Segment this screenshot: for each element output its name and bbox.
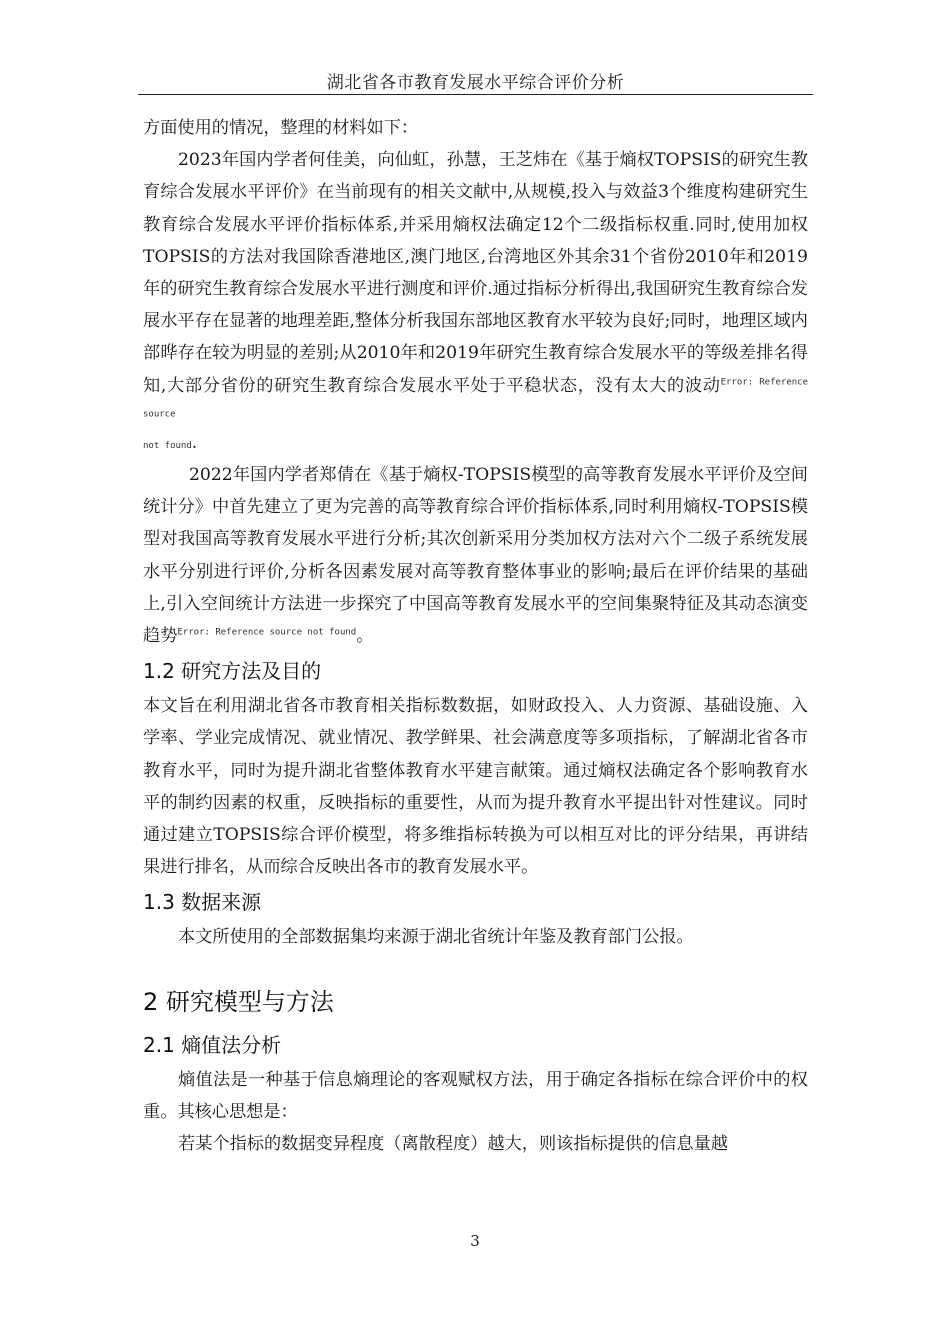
section-1-2-paragraph: 本文旨在利用湖北省各市教育相关指标数数据，如财政投入、人力资源、基础设施、入学率、学业完成情况、就业情况、教学鲜果、社会满意度等多项指标，了解湖北省各市教育水平，同时为提升湖北省整体教育水平建言献策。通过熵权法确定各个影响教育水平的制约因素的权重，反映指标的重要性，从而为提升教育水平提出针对性建议。同时通过建立TOPSIS综合评价模型，将多维指标转换为可以相互对比的评分结果，再讲结果进行排名，从而综合反映出各市的教育发展水平。	[143, 696, 808, 878]
paragraph-2023-period: .	[191, 433, 198, 454]
paragraph-2022-end: 。	[356, 626, 374, 647]
section-1-3-paragraph: 本文所使用的全部数据集均来源于湖北省统计年鉴及教育部门公报。	[178, 927, 694, 948]
section-2-1-paragraph-2: 若某个指标的数据变异程度（离散程度）越大，则该指标提供的信息量越	[178, 1134, 729, 1155]
paragraph-2023	[143, 144, 808, 434]
section-heading-1-2: 1.2 研究方法及目的	[143, 659, 322, 684]
section-2-1-paragraph-1: 熵值法是一种基于信息熵理论的客观赋权方法，用于确定各指标在综合评价中的权重。其核心思想是：	[143, 1069, 808, 1122]
running-header: 湖北省各市教育发展水平综合评价分析	[326, 73, 625, 93]
reference-error-1: Error: Reference source	[143, 376, 808, 420]
intro-paragraph: 方面使用的情况，整理的材料如下：	[143, 118, 419, 138]
header-rule	[138, 94, 813, 95]
paragraph-2022	[143, 459, 808, 652]
paragraph-2023-text: 2023年国内学者何佳美，向仙虹，孙慧，王芝炜在《基于熵权TOPSIS的研究生教育综合发展水平评价》在当前现有的相关文献中,从规模,投入与效益3个维度构建研究生教育综合发展水平评价指标体系,并采用熵权法确定12个二级指标权重.同时,使用加权TOPSIS的方法对我国除香港地区,澳门地区,台湾地区外其余31个省份2010年和2019年的研究生教育综合发展水平进行测度和评价.通过指标分析得出,我国研究生教育综合发展水平存在显著的地理差距,整体分析我国东部地区教育水平较为良好;同时，地理区域内部晔存在较为明显的差别;从2010年和2019年研究生教育综合发展水平的等级差排名得知,大部分省份的研究生教育综合发展水平处于平稳状态，没有太大的波动	[143, 150, 808, 396]
section-heading-1-3: 1.3 数据来源	[143, 890, 262, 915]
reference-error-1-tail: not found	[143, 441, 192, 452]
chapter-heading-2: 2 研究模型与方法	[143, 987, 334, 1016]
paragraph-2022-text: 2022年国内学者郑倩在《基于熵权-TOPSIS模型的高等教育发展水平评价及空间统计分》中首先建立了更为完善的高等教育综合评价指标体系,同时利用熵权-TOPSIS模型对我国高等教育发展水平进行分析;其次创新采用分类加权方法对六个二级子系统发展水平分别进行评价,分析各因素发展对高等教育整体事业的影响;最后在评价结果的基础上,引入空间统计方法进一步探究了中国高等教育发展水平的空间集聚特征及其动态演变趋势	[143, 465, 808, 647]
reference-error-1-continued	[143, 430, 808, 459]
page-body	[143, 112, 808, 1160]
section-heading-2-1: 2.1 熵值法分析	[143, 1032, 282, 1057]
reference-error-2: Error: Reference source not found	[177, 627, 357, 638]
page-number: 3	[470, 1232, 480, 1250]
